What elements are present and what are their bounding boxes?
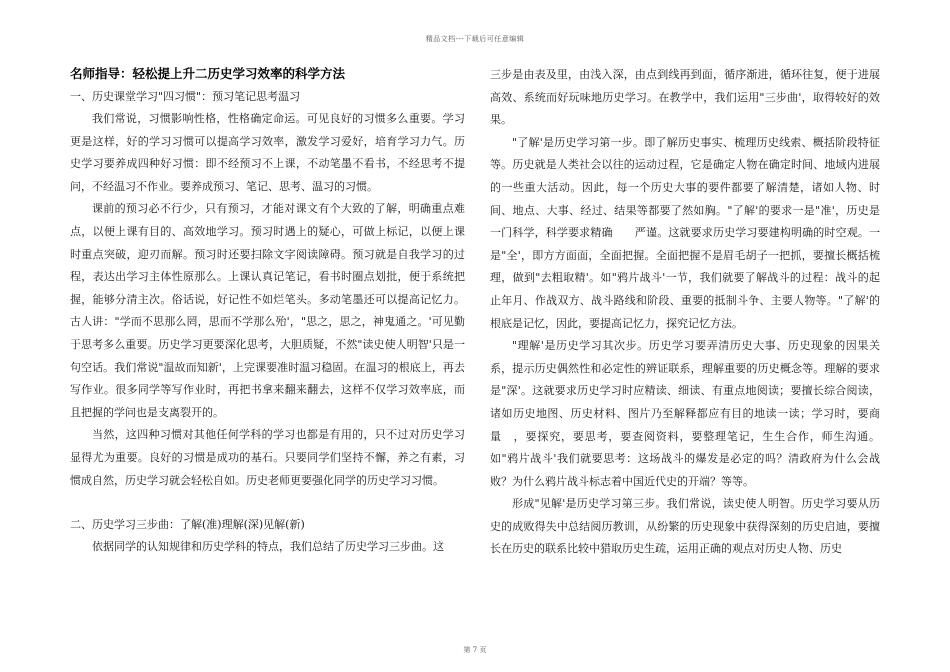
paragraph: 三步是由表及里，由浅入深，由点到线再到面，循序渐进，循环往复，便于进展高效、系统而好玩味地历史学习。在教学中，我们运用"三步曲'，取得较好的效果。	[490, 68, 880, 127]
paragraph: 我们常说，习惯影响性格，性格确定命运。可见良好的习惯多么重要。学习更是这样，好的学习习惯可以提高学习效率，激发学习爱好，培育学习力气。历史学习要养成四种好习惯：即不经预习不上课，不动笔墨不看书，不经思考不提问，不经温习不作业。要养成预习、笔记、思考、温习的习惯。	[70, 112, 465, 193]
paragraph: 当然，这四种习惯对其他任何学科的学习也都是有用的，只不过对历史学习显得尤为重要。良好的习惯是成功的基石。只要同学们坚持不懈，养之有素，习惯成自然，历史学习就会轻松自如。历史老师更要强化同学的历史学习习惯。	[70, 428, 465, 487]
page-number: 第 7 页	[463, 646, 487, 654]
article-title: 名师指导：轻松提上升二历史学习效率的科学方法	[70, 66, 346, 81]
section-heading-2: 二、历史学习三步曲：了解(准)理解(深)见解(新)	[70, 518, 305, 532]
paragraph: "理解'是历史学习其次步。历史学习要弄清历史大事、历史现象的因果关系，提示历史偶然性和必定性的辨证联系，理解重要的历史概念等。理解的要求是"深'。这就要求历史学习时应精读、细读、有重点地阅读；要擅长综合阅读，诸如历史地图、历史材料、图片乃至解释都应有目的地读一读；学习时，要商量 ，要探究，要思考，要查阅资料，要整理笔记，生生合作，师生沟通。如"鸦片战斗'我们就要思考：这场战斗的爆发是必定的吗？清政府为什么会战败？为什么鸦片战斗标志着中国近代史的开端？等等。	[490, 339, 880, 488]
section-heading-1: 一、历史课堂学习"四习惯"：预习笔记思考温习	[70, 90, 301, 103]
right-column	[490, 64, 880, 561]
spacer	[70, 492, 465, 514]
paragraph: 形成"见解'是历史学习第三步。我们常说，读史使人明智。历史学习要从历史的成败得失中总结阅历教训，从纷繁的历史现象中获得深刻的历史启迪，要擅长在历史的联系比较中猎取历史生疏，运用正确的观点对历史人物、历史	[490, 497, 880, 556]
paragraph: "了解'是历史学习第一步。即了解历史事实、梳理历史线索、概括阶段特征等。历史就是人类社会以往的运动过程，它是确定人物在确定时间、地域内进展的一些重大活动。因此，每一个历史大事的要件都要了解清楚，诸如人物、时间、地点、大事、经过、结果等都要了然如胸。"了解'的要求一是"准'，历史是一门科学，科学要求精确 严谨。这就要求历史学习要建构明确的时空观。一是"全'，即方方面面，全面把握。全面把握不是眉毛胡子一把抓，要擅长概括梳理，做到"去粗取精'。如"鸦片战斗'一节，我们就要了解战斗的过程：战斗的起止年月、作战双方、战斗路线和阶段、重要的抵制斗争、主要人物等。"了解'的根底是记忆，因此，要提高记忆力，探究记忆方法。	[490, 135, 880, 330]
paragraph: 依据同学的认知规律和历史学科的特点，我们总结了历史学习三步曲。这	[92, 540, 444, 554]
paragraph: 课前的预习必不行少，只有预习，才能对课文有个大致的了解，明确重点难点，以便上课有目的、高效地学习。预习时遇上的疑心，可做上标记，以便上课时重点突破，迎刃而解。预习时还要扫除文字阅读障碍。预习就是自我学习的过程，表达出学习主体性原那么。上课认真记笔记，看书时圈点划批，便于系统把握，能够分清主次。俗话说，好记性不如烂笔头。多动笔墨还可以提高记忆力。古人讲："学而不思那么罔，思而不学那么殆'，"思之，思之，神鬼通之。'可见勤于思考多么重要。历史学习更要深化思考，大胆质疑，不然"读史使人明智'只是一句空话。我们常说"温故而知新'，上完课要准时温习稳固。在温习的根底上，再去写作业。很多同学等写作业时，再把书拿来翻来翻去，这样不仅学习效率底，而且把握的学问也是支离裂开的。	[70, 202, 465, 419]
left-column	[70, 64, 465, 559]
page-header: 精品文档---下载后可任意编辑	[425, 35, 525, 43]
